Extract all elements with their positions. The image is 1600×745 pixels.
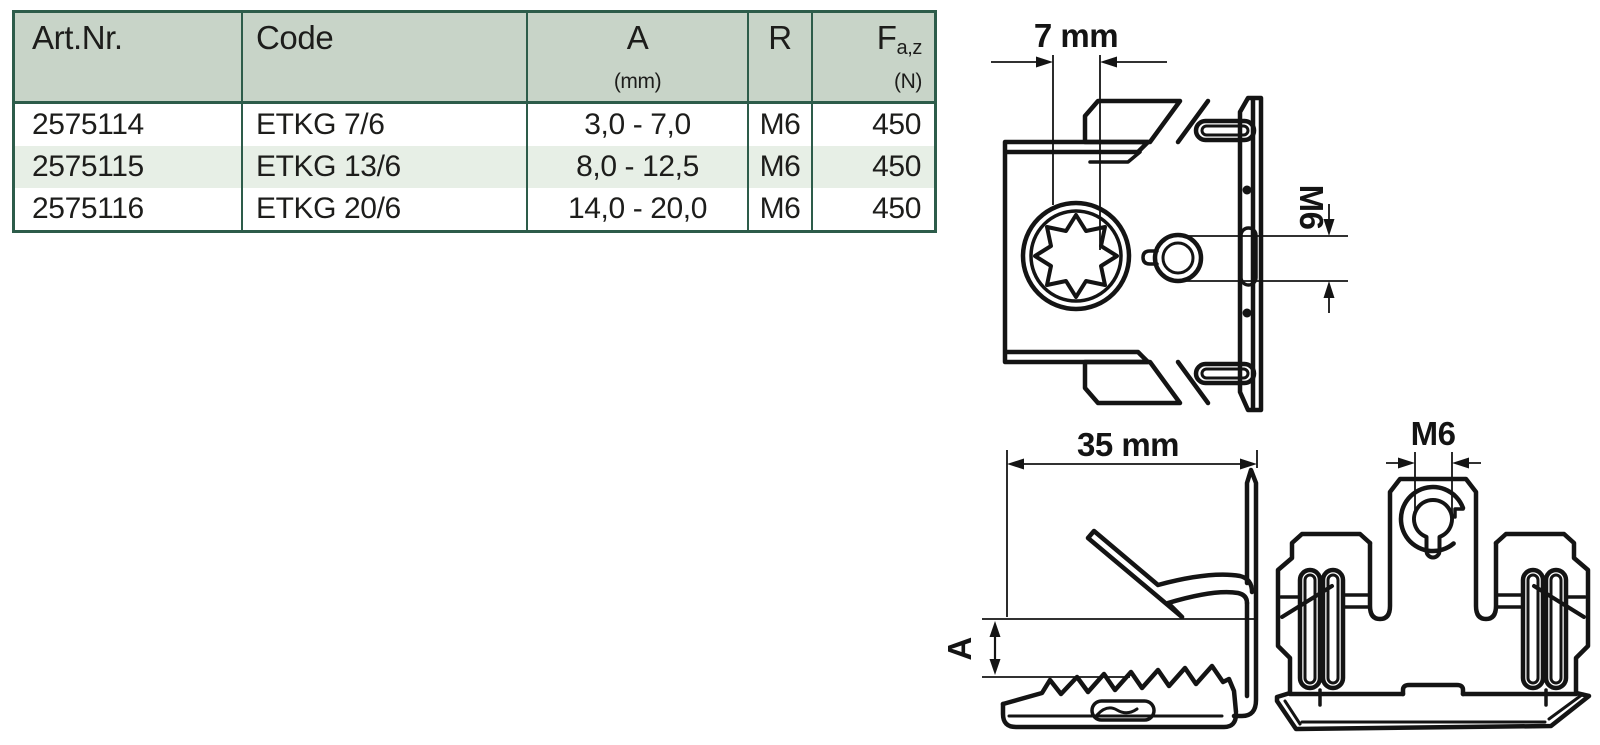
star-opening — [1023, 203, 1129, 309]
side-view-outline — [1003, 470, 1256, 727]
column-header-a — [526, 13, 747, 101]
header-a-unit: (mm) — [613, 70, 662, 93]
cell-code: ETKG 7/6 — [241, 104, 526, 146]
cell-artnr: 2575116 — [32, 192, 144, 225]
header-f-subscript: a,z — [896, 37, 922, 59]
column-header-f — [811, 13, 934, 101]
table-row — [15, 104, 934, 146]
cell-a: 8,0 - 12,5 — [526, 146, 747, 188]
front-view-outline — [1277, 479, 1589, 729]
header-f-symbol: Fa,z — [876, 19, 922, 59]
column-header-artnr: Art.Nr. — [32, 19, 123, 56]
dim-label-a: A — [941, 637, 978, 661]
cell-artnr: 2575114 — [32, 108, 144, 141]
cell-f: 450 — [811, 188, 934, 230]
column-header-r: R — [747, 13, 811, 101]
header-a-symbol: A — [626, 19, 649, 56]
cell-f: 450 — [811, 104, 934, 146]
dim-label-m6-top: M6 — [1293, 184, 1330, 230]
cell-a: 3,0 - 7,0 — [526, 104, 747, 146]
m6-hole — [1143, 235, 1201, 281]
cell-code: ETKG 20/6 — [241, 188, 526, 230]
cell-artnr: 2575115 — [32, 150, 144, 183]
cell-a: 14,0 - 20,0 — [526, 188, 747, 230]
cell-r: M6 — [747, 104, 811, 146]
cell-code: ETKG 13/6 — [241, 146, 526, 188]
top-view-outline — [1005, 98, 1261, 410]
dim-label-7mm: 7 mm — [1033, 17, 1119, 54]
weld-dot — [1243, 309, 1252, 318]
column-header-code: Code — [241, 13, 526, 101]
dim-label-m6-front: M6 — [1410, 415, 1456, 452]
table-row — [15, 146, 934, 188]
table-row — [15, 188, 934, 230]
header-f-unit: (N) — [894, 70, 922, 93]
table-header-row — [15, 13, 934, 104]
weld-dot — [1243, 186, 1252, 195]
cell-r: M6 — [747, 188, 811, 230]
cell-f: 450 — [811, 146, 934, 188]
technical-drawing — [940, 0, 1600, 745]
cell-r: M6 — [747, 146, 811, 188]
dim-label-35mm: 35 mm — [1076, 426, 1180, 463]
product-table — [12, 10, 937, 233]
